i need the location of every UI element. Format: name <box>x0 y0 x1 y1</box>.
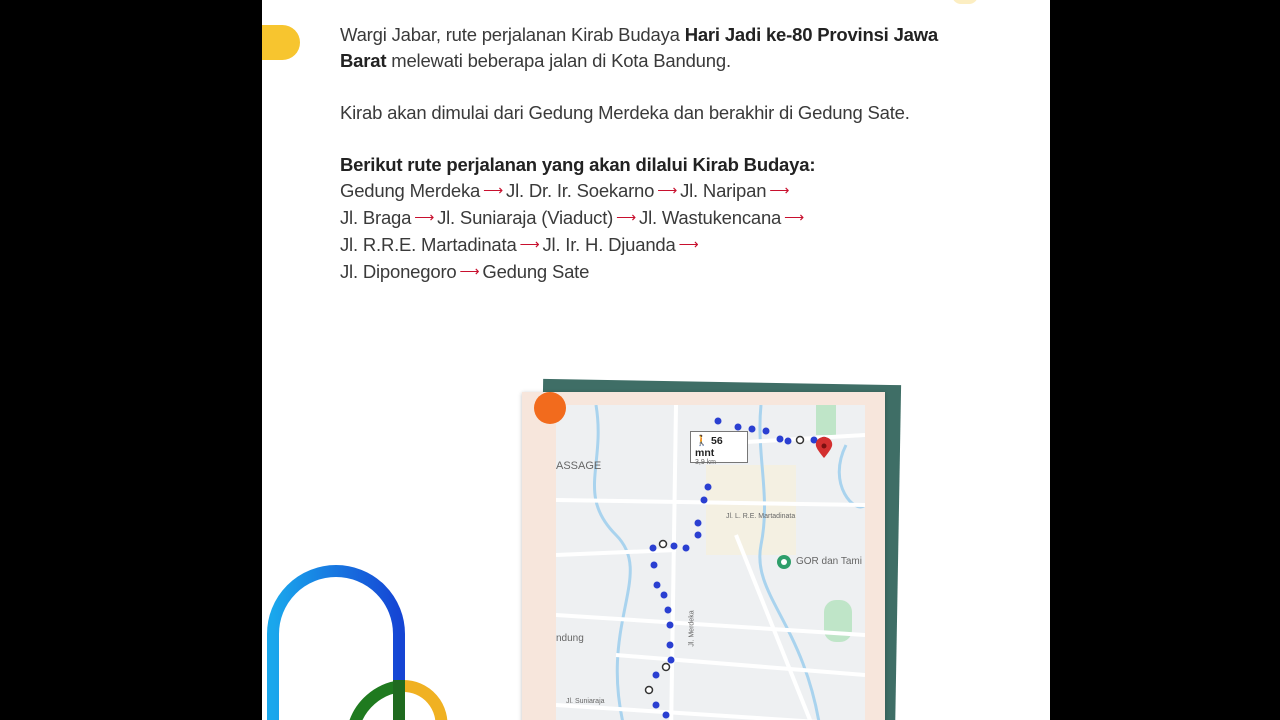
arrow-right-icon: ⟶ <box>769 182 790 198</box>
route-stop: Jl. Wastukencana <box>639 207 782 228</box>
route-stop: Gedung Sate <box>482 261 590 282</box>
route-dot <box>654 582 661 589</box>
map-card <box>522 392 885 720</box>
route-stop: Jl. Braga <box>340 207 412 228</box>
route-line <box>340 232 960 259</box>
route-dot <box>663 664 670 671</box>
route-section <box>340 152 960 286</box>
intro-paragraph: Wargi Jabar, rute perjalanan Kirab Budaya Hari Jadi ke-80 Provinsi Jawa Barat melewati beberapa jalan di Kota Bandung. <box>340 24 939 71</box>
route-stop: Jl. R.R.E. Martadinata <box>340 234 517 255</box>
arrow-right-icon: ⟶ <box>784 209 805 225</box>
route-map <box>556 405 865 720</box>
map-label-suniaraja: Jl. Suniaraja <box>566 698 605 705</box>
route-dot <box>785 438 792 445</box>
route-stop: Gedung Merdeka <box>340 180 481 201</box>
map-label-bandung: ndung <box>556 633 584 644</box>
route-dot <box>715 418 722 425</box>
route-stop: Jl. Diponegoro <box>340 261 457 282</box>
route-dot <box>763 428 770 435</box>
route-stop: Jl. Naripan <box>680 180 767 201</box>
arrow-right-icon: ⟶ <box>616 209 637 225</box>
route-title: Berikut rute perjalanan yang akan dilalui Kirab Budaya: <box>340 154 816 175</box>
arrow-right-icon: ⟶ <box>459 263 480 279</box>
route-dot <box>777 436 784 443</box>
route-dot <box>668 657 675 664</box>
route-dot <box>797 437 804 444</box>
start-end-paragraph: Kirab akan dimulai dari Gedung Merdeka dan berakhir di Gedung Sate. <box>340 102 910 123</box>
eta-tooltip: 🚶 56 mnt 3,9 km <box>690 431 748 463</box>
logo-rings-decoration <box>262 540 522 720</box>
route-dot <box>695 532 702 539</box>
route-dot <box>671 543 678 550</box>
arrow-right-icon: ⟶ <box>657 182 678 198</box>
route-dot <box>701 497 708 504</box>
arrow-right-icon: ⟶ <box>414 209 435 225</box>
route-dot <box>667 622 674 629</box>
map-label-passage: ASSAGE <box>556 460 602 472</box>
route-line <box>340 205 960 232</box>
route-dot <box>695 520 702 527</box>
map-label-gor: GOR dan Tami <box>796 556 862 567</box>
post-text <box>340 22 960 286</box>
route-dot <box>646 687 653 694</box>
yellow-pill-decoration <box>262 25 300 60</box>
route-dot <box>665 607 672 614</box>
route-dot <box>735 424 742 431</box>
route-dot <box>660 541 667 548</box>
route-line <box>340 178 960 205</box>
map-label-martadinata: Jl. L. R.E. Martadinata <box>726 513 796 520</box>
route-dot <box>653 702 660 709</box>
map-label-merdeka: Jl. Merdeka <box>688 610 696 647</box>
route-dot <box>705 484 712 491</box>
arrow-right-icon: ⟶ <box>678 236 699 252</box>
intro-bold: Hari Jadi ke-80 Provinsi Jawa Barat <box>340 24 939 71</box>
route-dot <box>663 712 670 719</box>
arrow-right-icon: ⟶ <box>483 182 504 198</box>
route-dot <box>661 592 668 599</box>
walking-icon: 🚶 <box>695 435 709 447</box>
yellow-dot-decoration <box>952 0 978 4</box>
route-dot <box>653 672 660 679</box>
route-line <box>340 259 960 286</box>
route-stop: Jl. Dr. Ir. Soekarno <box>506 180 655 201</box>
route-dot <box>650 545 657 552</box>
route-dot <box>683 545 690 552</box>
orange-dot-decoration <box>534 392 566 424</box>
route-stop: Jl. Ir. H. Djuanda <box>542 234 676 255</box>
route-stop: Jl. Suniaraja (Viaduct) <box>437 207 614 228</box>
arrow-right-icon: ⟶ <box>519 236 540 252</box>
post-panel <box>262 0 1050 720</box>
route-dot <box>667 642 674 649</box>
route-list <box>340 178 960 286</box>
route-dot <box>651 562 658 569</box>
route-dot <box>749 426 756 433</box>
